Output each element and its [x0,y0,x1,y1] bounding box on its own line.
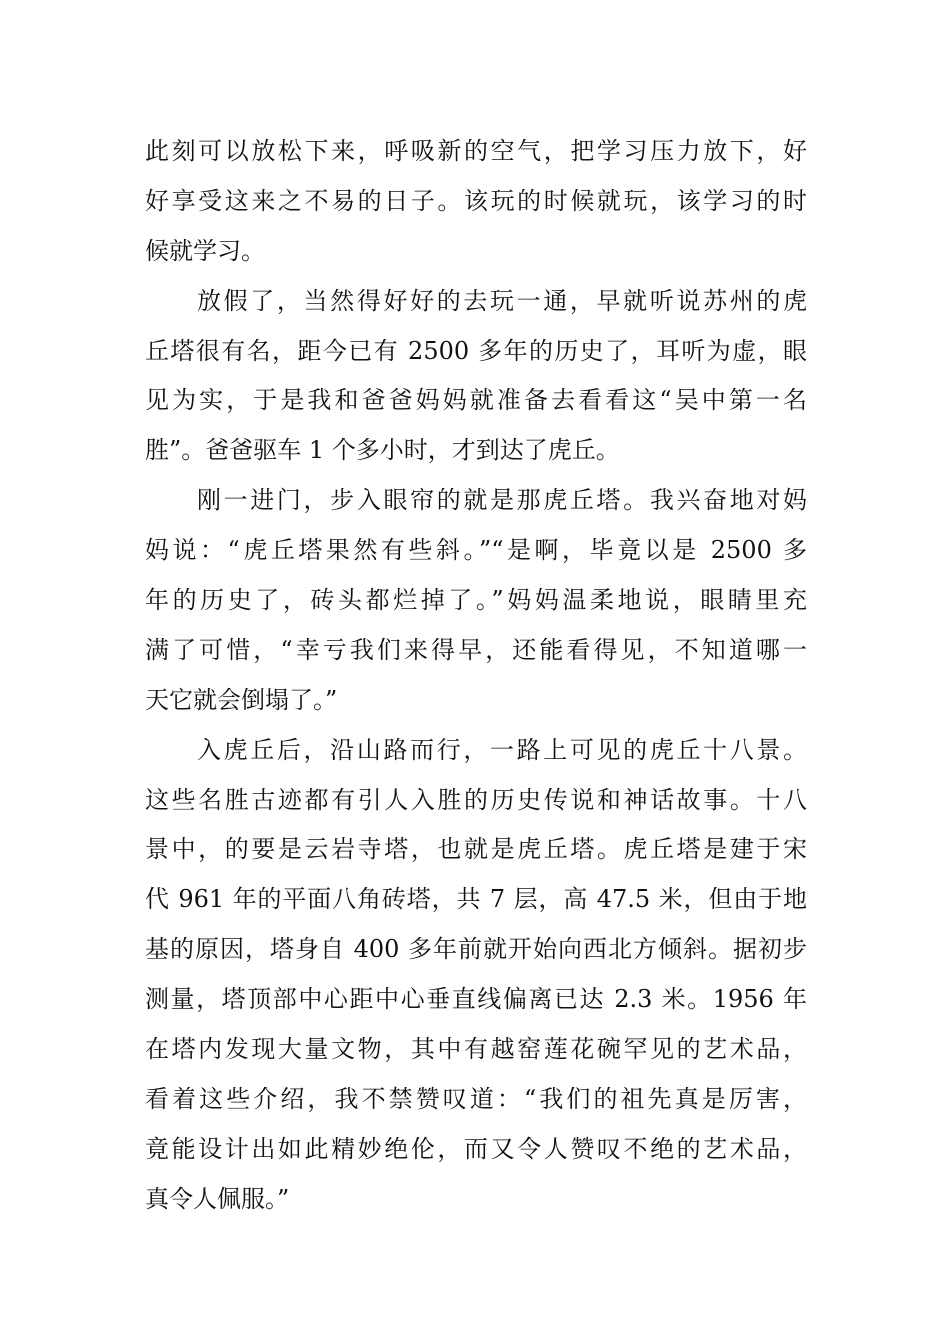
paragraph [145,277,807,477]
text-line: 真令人佩服。” [145,1184,290,1213]
text-line: 丘塔很有名，距今已有 2500 多年的历史了，耳听为虚，眼 [145,336,807,365]
text-line: 竟能设计出如此精妙绝伦，而又令人赞叹不绝的艺术品， [145,1134,807,1163]
text-line: 看着这些介绍，我不禁赞叹道：“我们的祖先真是厉害， [145,1084,807,1113]
text-line: 胜”。爸爸驱车 1 个多小时，才到达了虎丘。 [145,436,620,465]
text-line: 入虎丘后，沿山路而行，一路上可见的虎丘十八景。 [197,735,807,764]
text-line: 好享受这来之不易的日子。该玩的时候就玩，该学习的时 [145,186,807,215]
document-body [145,127,807,1225]
text-line: 代 961 年的平面八角砖塔，共 7 层，高 47.5 米，但由于地 [145,885,807,914]
paragraph [145,476,807,725]
text-line: 候就学习。 [145,236,265,265]
text-line: 测量，塔顶部中心距中心垂直线偏离已达 2.3 米。1956 年 [145,985,807,1014]
text-line: 放假了，当然得好好的去玩一通，早就听说苏州的虎 [197,286,807,315]
paragraph [145,127,807,277]
text-line: 在塔内发现大量文物，其中有越窑莲花碗罕见的艺术品， [145,1035,807,1064]
text-line: 妈说：“虎丘塔果然有些斜。”“是啊，毕竟以是 2500 多 [145,536,807,565]
text-line: 此刻可以放松下来，呼吸新的空气，把学习压力放下，好 [145,137,807,165]
text-line: 景中，的要是云岩寺塔，也就是虎丘塔。虎丘塔是建于宋 [145,835,807,864]
text-line: 见为实，于是我和爸爸妈妈就准备去看看这“吴中第一名 [145,386,807,415]
text-line: 基的原因，塔身自 400 多年前就开始向西北方倾斜。据初步 [145,935,807,964]
text-line: 刚一进门，步入眼帘的就是那虎丘塔。我兴奋地对妈 [197,486,807,515]
text-line: 年的历史了，砖头都烂掉了。”妈妈温柔地说，眼睛里充 [145,586,807,615]
text-line: 这些名胜古迹都有引人入胜的历史传说和神话故事。十八 [145,785,807,814]
paragraph [145,726,807,1225]
text-line: 满了可惜，“幸亏我们来得早，还能看得见，不知道哪一 [145,635,807,664]
text-line: 天它就会倒塌了。” [145,685,338,714]
